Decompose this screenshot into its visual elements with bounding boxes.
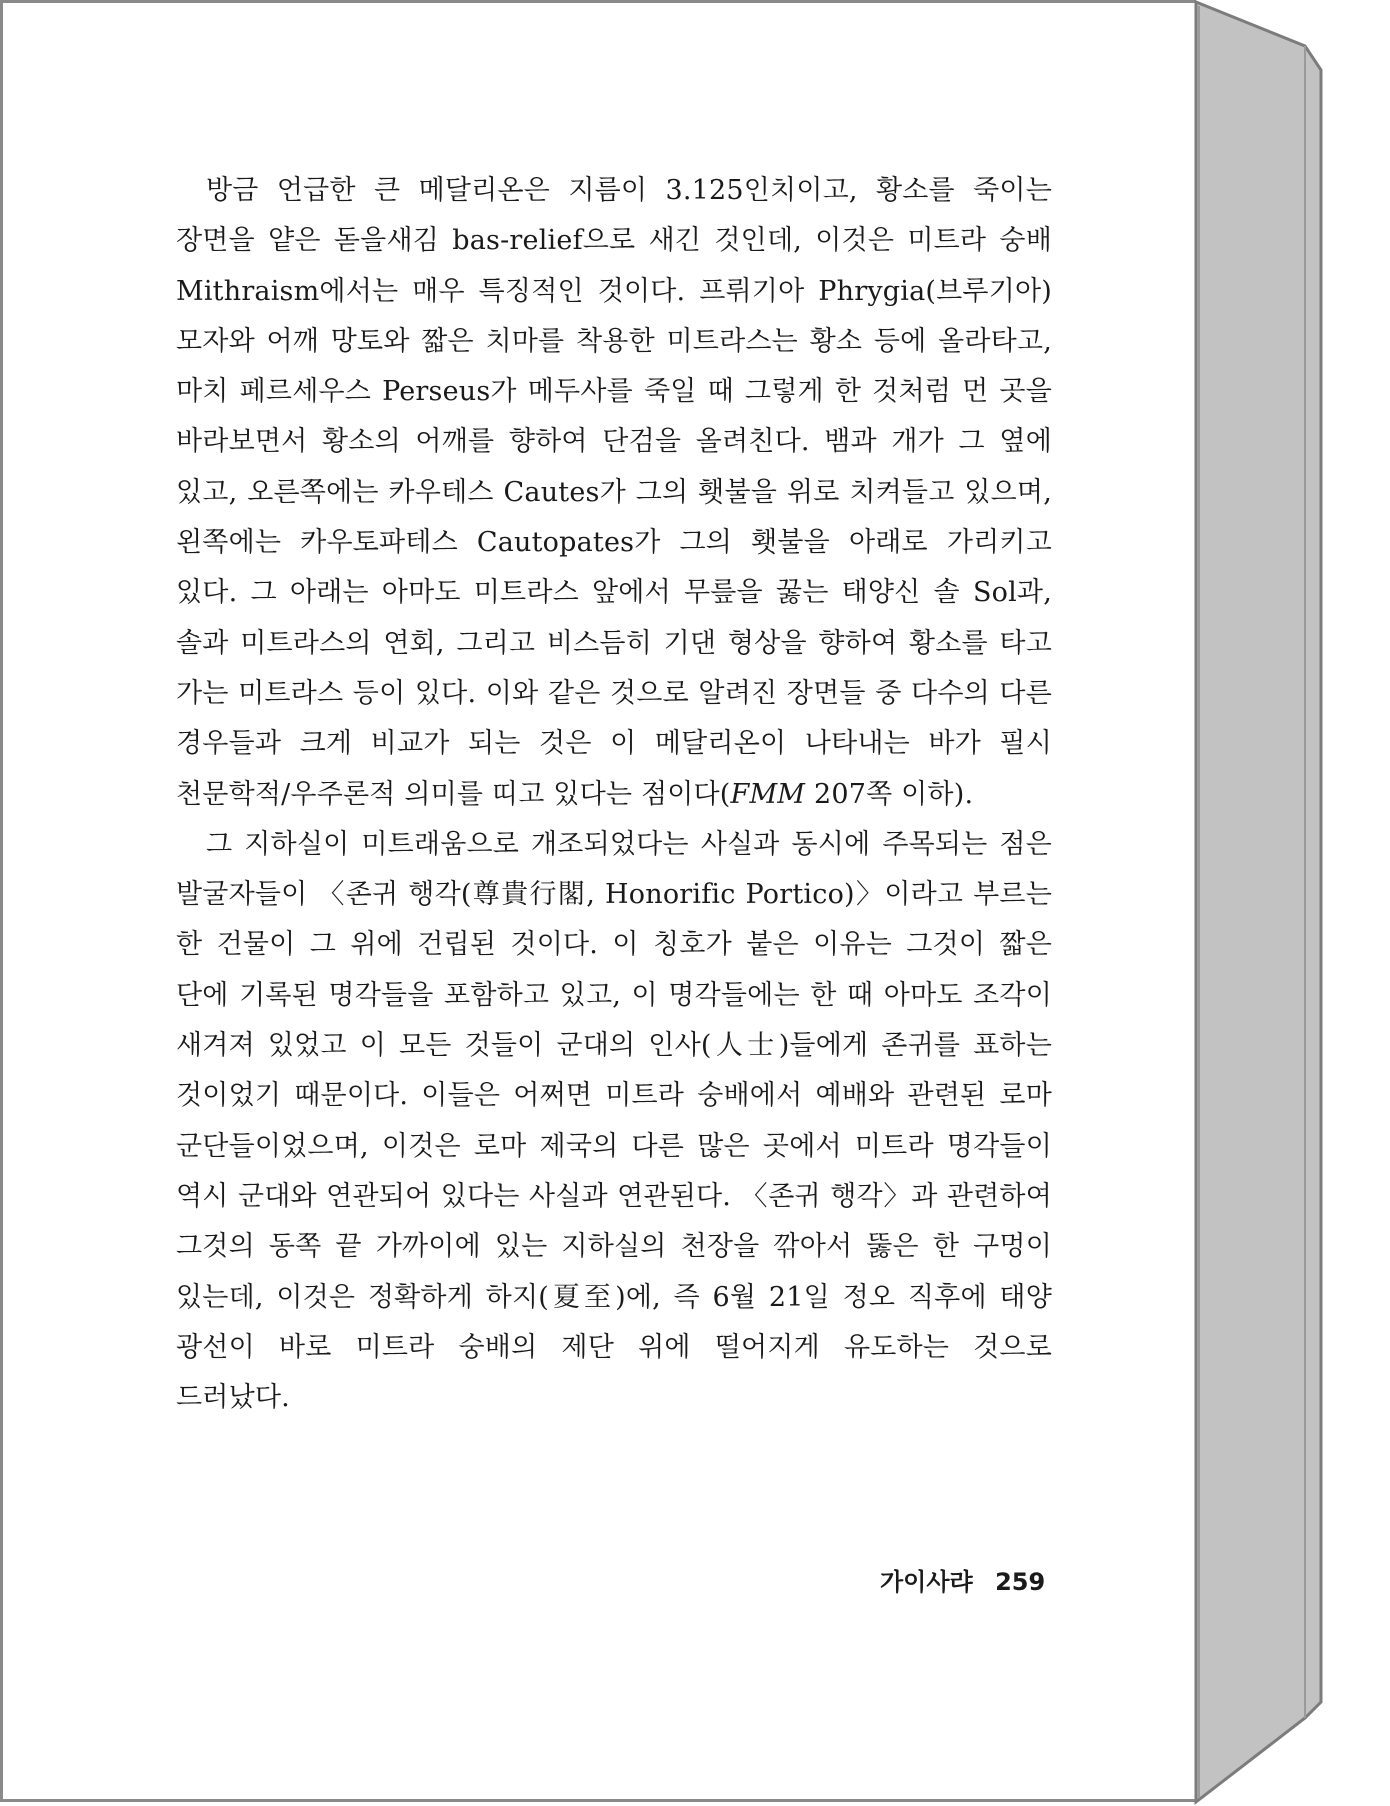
text-run: 그 지하실이 미트래움으로 개조되었다는 사실과 동시에 주목되는 점은 발굴자들이 〈존귀 행각(尊貴行閣, Honorific Portico)〉이라고 부르는 한 건물이 그 위에 건립된 것이다. 이 칭호가 붙은 이유는 그것이 짧은 단에 기록된 명각들을 포함하고 있고, 이 명각들에는 한 때 아마도 조각이 새겨져 있었고 이 모든 것들이 군대의 인사(人士)들에게 존귀를 표하는 것이었기 때문이다. 이들은 어쩌면 미트라 숭배에서 예배와 관련된 로마 군단들이었으며, 이것은 로마 제국의 다른 많은 곳에서 미트라 명각들이 역시 군대와 연관되어 있다는 사실과 연관된다. 〈존귀 행각〉과 관련하여 그것의 동쪽 끝 가까이에 있는 지하실의 천장을 깎아서 뚫은 한 구멍이 있는데, 이것은 정확하게 하지(夏至)에, 즉 6월 21일 정오 직후에 태양 광선이 바로 미트라 숭배의 제단 위에 떨어지게 유도하는 것으로 드러났다. <box>176 828 1052 1414</box>
paragraph-2 <box>176 820 1052 1424</box>
italic-text-run: FMM <box>730 778 806 810</box>
body-text <box>176 166 1052 1423</box>
running-footer <box>880 1562 1045 1597</box>
text-run: 207쪽 이하). <box>805 778 974 810</box>
page-block-side <box>1196 2 1321 1802</box>
footer-title: 가이사랴 <box>880 1568 973 1596</box>
page-number: 259 <box>995 1568 1046 1596</box>
paragraph-1 <box>176 166 1052 820</box>
text-run: 방금 언급한 큰 메달리온은 지름이 3.125인치이고, 황소를 죽이는 장면을 얕은 돋을새김 bas-relief으로 새긴 것인데, 이것은 미트라 숭배 Mithraism에서는 매우 특징적인 것이다. 프뤼기아 Phrygia(브루기아) 모자와 어깨 망토와 짧은 치마를 착용한 미트라스는 황소 등에 올라타고, 마치 페르세우스 Perseus가 메두사를 죽일 때 그렇게 한 것처럼 먼 곳을 바라보면서 황소의 어깨를 향하여 단검을 올려친다. 뱀과 개가 그 옆에 있고, 오른쪽에는 카우테스 Cautes가 그의 횃불을 위로 치켜들고 있으며, 왼쪽에는 카우토파테스 Cautopates가 그의 횃불을 아래로 가리키고 있다. 그 아래는 아마도 미트라스 앞에서 무릎을 꿇는 태양신 솔 Sol과, 솔과 미트라스의 연회, 그리고 비스듬히 기댄 형상을 향하여 황소를 타고 가는 미트라스 등이 있다. 이와 같은 것으로 알려진 장면들 중 다수의 다른 경우들과 크게 비교가 되는 것은 이 메달리온이 나타내는 바가 필시 천문학적/우주론적 의미를 띠고 있다는 점이다( <box>176 175 1052 810</box>
